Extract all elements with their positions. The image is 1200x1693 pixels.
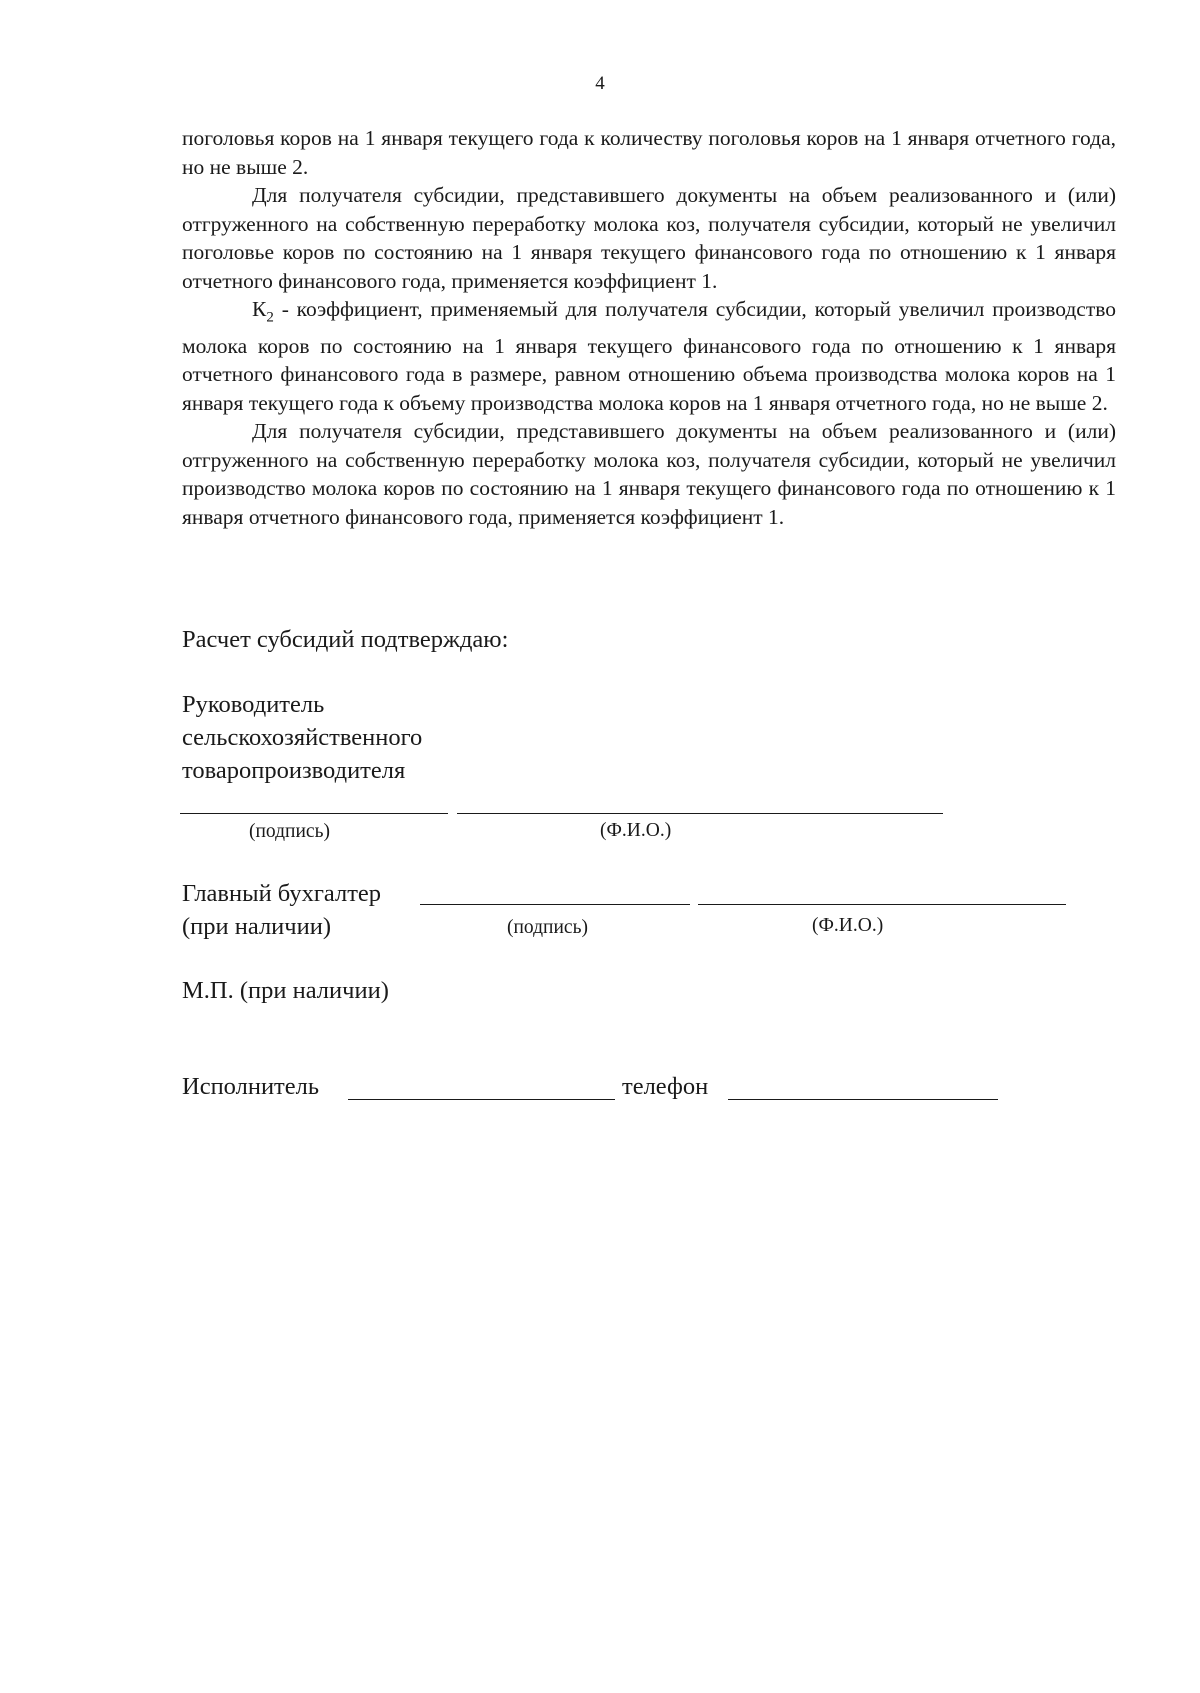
paragraph-1: поголовья коров на 1 января текущего года к количеству поголовья коров на 1 января отчетного года, но не выше 2.: [182, 126, 1116, 179]
accountant-note: (при наличии): [182, 913, 331, 940]
k2-letter: К: [252, 297, 267, 321]
paragraph-3: [182, 295, 1116, 417]
head-name-line: [457, 813, 943, 814]
executor-label: Исполнитель: [182, 1073, 320, 1100]
phone-line: [728, 1099, 998, 1100]
head-title-line-2: сельскохозяйственного: [182, 724, 423, 751]
accountant-signature-caption: (подпись): [507, 917, 588, 938]
k2-symbol: [252, 297, 274, 326]
head-signature-caption: (подпись): [249, 821, 330, 842]
head-title-line-1: Руководитель: [182, 691, 325, 718]
accountant-name-line: [698, 904, 1066, 905]
phone-label: телефон: [622, 1073, 709, 1100]
page-number: 4: [595, 73, 605, 94]
accountant-name-caption: (Ф.И.О.): [812, 915, 884, 936]
paragraph-4: Для получателя субсидии, представившего документы на объем реализованного и (или) отгруженного на собственную переработку молока коз, получателя субсидии, который не увеличил производство молока коров по состоянию на 1 января текущего финансового года по отношению к 1 января отчетного финансового года, применяется коэффициент 1.: [182, 419, 1116, 529]
paragraph-2: Для получателя субсидии, представившего документы на объем реализованного и (или) отгруженного на собственную переработку молока коз, получателя субсидии, который не увеличил поголовье коров по состоянию на 1 января текущего финансового года по отношению к 1 января отчетного финансового года, применяется коэффициент 1.: [182, 183, 1116, 293]
body-text: [182, 124, 1116, 531]
confirm-text: Расчет субсидий подтверждаю:: [182, 626, 509, 653]
paragraph-3-text: - коэффициент, применяемый для получателя субсидии, который увеличил производство молока коров по состоянию на 1 января текущего финансового года по отношению к 1 января отчетного финансового года в размере, равном отношению объема производства молока коров на 1 января текущего года к объему производства молока коров на 1 января отчетного года, но не выше 2.: [182, 297, 1117, 415]
k2-subscript: 2: [266, 309, 274, 326]
executor-line: [348, 1099, 615, 1100]
accountant-signature-line: [420, 904, 690, 905]
head-title-line-3: товаропроизводителя: [182, 757, 406, 784]
accountant-label: Главный бухгалтер: [182, 880, 382, 907]
stamp-label: М.П. (при наличии): [182, 977, 389, 1004]
head-signature-line: [180, 813, 448, 814]
head-name-caption: (Ф.И.О.): [600, 820, 672, 841]
